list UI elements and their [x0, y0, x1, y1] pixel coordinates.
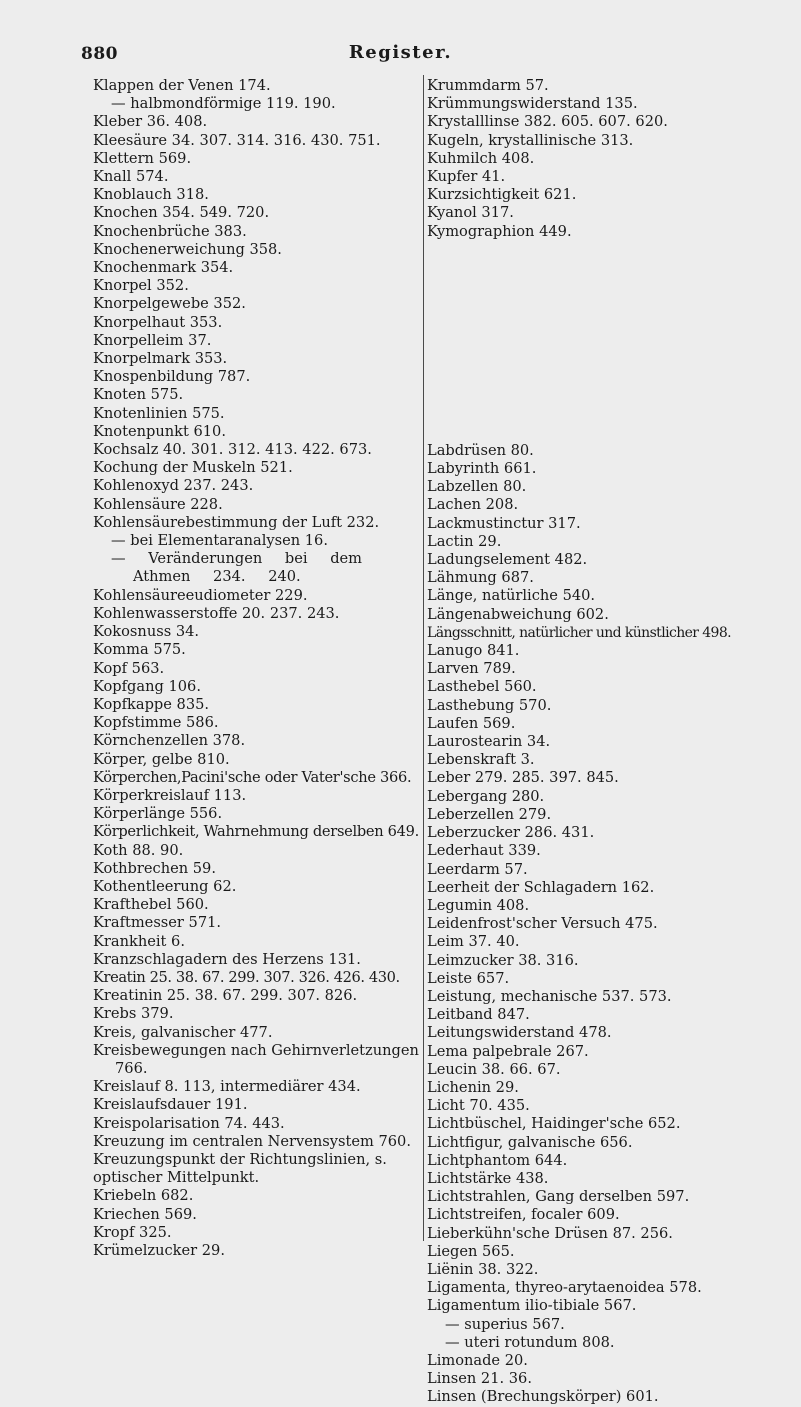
- index-entry: Körperlichkeit, Wahrnehmung derselben 649.: [93, 823, 419, 841]
- index-entry: Lieberkühn'sche Drüsen 87. 256.: [427, 1224, 673, 1242]
- index-entry: Leimzucker 38. 316.: [427, 951, 579, 969]
- index-entry: Kreuzungspunkt der Richtungslinien, s. optischer Mittelpunkt.: [93, 1150, 387, 1187]
- index-entry: Kreislauf 8. 113, intermediärer 434.: [93, 1078, 361, 1096]
- index-entry: Krystalllinse 382. 605. 607. 620.: [427, 113, 668, 131]
- index-entry: Leiste 657.: [427, 969, 510, 987]
- index-entry: Lichtfigur, galvanische 656.: [427, 1133, 633, 1151]
- index-entry: Krafthebel 560.: [93, 896, 209, 914]
- index-entry: Knochenmark 354.: [93, 259, 234, 277]
- section-gap: [427, 241, 795, 442]
- index-entry: Knorpelleim 37.: [93, 331, 212, 349]
- index-subentry: — uteri rotundum 808.: [445, 1333, 615, 1351]
- index-entry: Labzellen 80.: [427, 478, 527, 496]
- index-entry: Knoblauch 318.: [93, 186, 209, 204]
- index-entry: Knospenbildung 787.: [93, 368, 251, 386]
- index-entry: Lactin 29.: [427, 532, 502, 550]
- index-entry: Limonade 20.: [427, 1351, 528, 1369]
- index-entry: Kokosnuss 34.: [93, 623, 200, 641]
- index-entry: Kriechen 569.: [93, 1205, 197, 1223]
- index-entry: Leucin 38. 66. 67.: [427, 1060, 561, 1078]
- index-entry: Knall 574.: [93, 168, 169, 186]
- index-entry: Kriebeln 682.: [93, 1187, 194, 1205]
- index-entry: Lichtphantom 644.: [427, 1151, 568, 1169]
- left-column: [93, 77, 423, 1260]
- right-column: [427, 77, 795, 1407]
- index-entry: Kropf 325.: [93, 1223, 172, 1241]
- index-entry: Kreuzung im centralen Nervensystem 760.: [93, 1132, 411, 1150]
- index-entry: Leitungswiderstand 478.: [427, 1024, 612, 1042]
- index-entry: Laufen 569.: [427, 714, 516, 732]
- index-entry: Knoten 575.: [93, 386, 184, 404]
- index-entry: Längsschnitt, natürlicher und künstlicher 498.: [427, 624, 732, 641]
- index-entry: Leidenfrost'scher Versuch 475.: [427, 915, 658, 933]
- index-entry: Knorpelmark 353.: [93, 350, 228, 368]
- running-head: Register.: [348, 42, 453, 63]
- index-entry: Kopfkappe 835.: [93, 695, 210, 713]
- index-entry: Liënin 38. 322.: [427, 1260, 539, 1278]
- index-entry: Leerdarm 57.: [427, 860, 528, 878]
- index-entry: Kothentleerung 62.: [93, 877, 237, 895]
- index-subentry: — Veränderungen bei dem Athmen 234. 240.: [111, 550, 363, 586]
- index-entry: Ladungselement 482.: [427, 551, 588, 569]
- index-entry: Koth 88. 90.: [93, 841, 184, 859]
- index-entry: Lanugo 841.: [427, 642, 520, 660]
- index-entry: Kohlensäurebestimmung der Luft 232.: [93, 513, 380, 531]
- index-entry: Knochenbrüche 383.: [93, 222, 247, 240]
- index-entry: Ligamenta, thyreo-arytaenoidea 578.: [427, 1279, 702, 1297]
- index-entry: Kymographion 449.: [427, 222, 572, 240]
- index-entry: Kranzschlagadern des Herzens 131.: [93, 950, 361, 968]
- index-entry: Längenabweichung 602.: [427, 605, 609, 623]
- index-entry: Kohlensäure 228.: [93, 495, 223, 513]
- index-entry: Kleber 36. 408.: [93, 113, 208, 131]
- index-entry: Kothbrechen 59.: [93, 859, 216, 877]
- index-entry: Lichtstärke 438.: [427, 1169, 549, 1187]
- index-entry: Labdrüsen 80.: [427, 441, 534, 459]
- index-entry: Krümelzucker 29.: [93, 1242, 225, 1259]
- index-subentry: — superius 567.: [445, 1315, 565, 1333]
- index-entry: Kohlenoxyd 237. 243.: [93, 477, 254, 495]
- index-entry: Lachen 208.: [427, 496, 519, 514]
- index-entry: Krümmungswiderstand 135.: [427, 95, 638, 113]
- index-entry: Liegen 565.: [427, 1242, 515, 1260]
- index-entry: Knotenpunkt 610.: [93, 422, 226, 440]
- index-entry: Kuhmilch 408.: [427, 149, 535, 167]
- index-entry: Lebenskraft 3.: [427, 751, 535, 769]
- index-entry: Körnchenzellen 378.: [93, 732, 246, 750]
- index-entry: Lichenin 29.: [427, 1078, 519, 1096]
- index-entry: Lähmung 687.: [427, 569, 534, 587]
- index-subentry: — halbmondförmige 119. 190.: [111, 95, 336, 113]
- index-entry: Lasthebel 560.: [427, 678, 537, 696]
- index-entry: Labyrinth 661.: [427, 460, 537, 478]
- index-entry: Larven 789.: [427, 660, 516, 678]
- index-entry: Kleesäure 34. 307. 314. 316. 430. 751.: [93, 131, 381, 149]
- index-entry: Kreatinin 25. 38. 67. 299. 307. 826.: [93, 987, 358, 1005]
- index-entry: Kreislaufsdauer 191.: [93, 1096, 248, 1114]
- index-entry: Knorpelhaut 353.: [93, 313, 223, 331]
- index-entry: Kreispolarisation 74. 443.: [93, 1114, 285, 1132]
- index-entry: Länge, natürliche 540.: [427, 587, 596, 605]
- index-entry: Leberzellen 279.: [427, 805, 552, 823]
- index-entry: Krankheit 6.: [93, 932, 185, 950]
- index-entry: Kochsalz 40. 301. 312. 413. 422. 673.: [93, 441, 372, 459]
- index-entry: Kreis, galvanischer 477.: [93, 1023, 273, 1041]
- page-number: 880: [81, 44, 118, 64]
- index-entry: Knorpel 352.: [93, 277, 189, 295]
- index-entry: Krebs 379.: [93, 1005, 174, 1023]
- index-entry: Leitband 847.: [427, 1006, 530, 1024]
- index-entry: Licht 70. 435.: [427, 1097, 530, 1115]
- index-entry: Linsen (Brechungskörper) 601.: [427, 1388, 659, 1406]
- index-entry: Körperlänge 556.: [93, 805, 223, 823]
- index-entry: Ligamentum ilio-tibiale 567.: [427, 1297, 637, 1315]
- index-entry: Leim 37. 40.: [427, 933, 520, 951]
- index-entry: Leberzucker 286. 431.: [427, 824, 595, 842]
- index-entry: Kohlenwasserstoffe 20. 237. 243.: [93, 604, 340, 622]
- index-entry: Kopfstimme 586.: [93, 714, 219, 732]
- index-entry: Klappen der Venen 174.: [93, 77, 271, 94]
- index-entry: Lichtbüschel, Haidinger'sche 652.: [427, 1115, 681, 1133]
- index-entry: Lema palpebrale 267.: [427, 1042, 589, 1060]
- index-entry: Kugeln, krystallinische 313.: [427, 131, 634, 149]
- index-entry: Legumin 408.: [427, 896, 530, 914]
- index-entry: Linsen 21. 36.: [427, 1370, 532, 1388]
- index-entry: Kurzsichtigkeit 621.: [427, 186, 577, 204]
- index-entry: Lasthebung 570.: [427, 696, 552, 714]
- index-entry: Lebergang 280.: [427, 787, 545, 805]
- index-entry: Lichtstrahlen, Gang derselben 597.: [427, 1188, 690, 1206]
- index-entry: Körperkreislauf 113.: [93, 786, 247, 804]
- index-entry: Kyanol 317.: [427, 204, 514, 222]
- index-entry: Körperchen,Pacini'sche oder Vater'sche 366.: [93, 768, 412, 786]
- index-entry: Kochung der Muskeln 521.: [93, 459, 293, 477]
- index-entry: Kopfgang 106.: [93, 677, 201, 695]
- index-entry: Körper, gelbe 810.: [93, 750, 230, 768]
- index-entry: Knochen 354. 549. 720.: [93, 204, 270, 222]
- index-entry: Kraftmesser 571.: [93, 914, 222, 932]
- index-entry: Kohlensäureeudiometer 229.: [93, 586, 308, 604]
- index-entry: Krummdarm 57.: [427, 77, 549, 94]
- index-entry: Kreatin 25. 38. 67. 299. 307. 326. 426. 430.: [93, 968, 400, 986]
- index-entry: Knochenerweichung 358.: [93, 240, 282, 258]
- index-entry: Klettern 569.: [93, 149, 192, 167]
- index-entry: Knorpelgewebe 352.: [93, 295, 246, 313]
- column-divider: [423, 75, 424, 1241]
- index-entry: Leber 279. 285. 397. 845.: [427, 769, 619, 787]
- index-entry: Leistung, mechanische 537. 573.: [427, 987, 672, 1005]
- index-entry: Lederhaut 339.: [427, 842, 541, 860]
- index-entry: Kopf 563.: [93, 659, 165, 677]
- index-entry: Laurostearin 34.: [427, 733, 551, 751]
- index-entry: Kupfer 41.: [427, 168, 506, 186]
- index-subentry: — bei Elementaranalysen 16.: [111, 532, 328, 550]
- index-entry: Kreisbewegungen nach Gehirnverletzungen 766.: [93, 1041, 419, 1077]
- index-entry: Komma 575.: [93, 641, 186, 659]
- index-entry: Knotenlinien 575.: [93, 404, 225, 422]
- index-entry: Lackmustinctur 317.: [427, 514, 581, 532]
- index-entry: Lichtstreifen, focaler 609.: [427, 1206, 620, 1224]
- index-entry: Leerheit der Schlagadern 162.: [427, 878, 655, 896]
